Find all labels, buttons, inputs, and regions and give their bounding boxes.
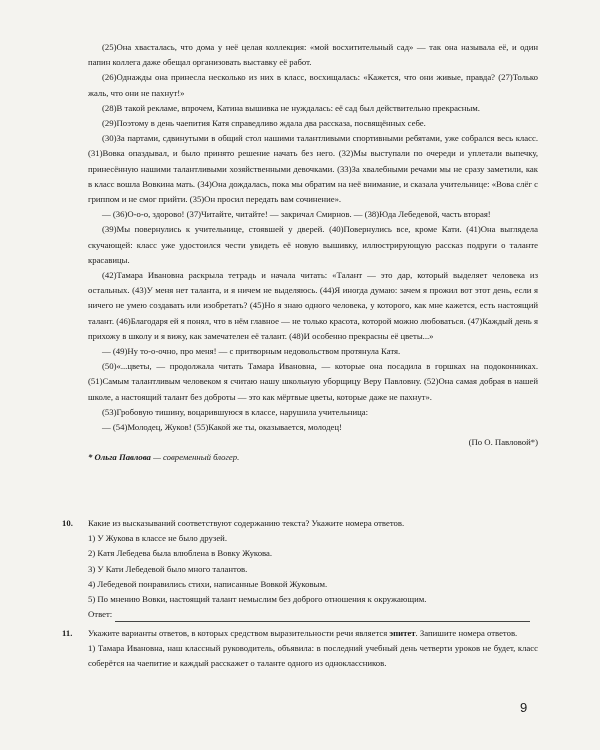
passage-paragraph: (28)В такой рекламе, впрочем, Катина вышивка не нуждалась: её сад был действительно прекрасным. bbox=[102, 102, 480, 113]
passage-paragraph: (25)Она хвасталась, что дома у неё целая коллекция: «мой восхитительный сад» — так она называла её, и один папин коллега даже обещал организовать выставку её работ. bbox=[88, 42, 538, 68]
answer-option: 4) Лебедевой понравились стихи, написанные Вовкой Жуковым. bbox=[88, 578, 328, 589]
answer-option: 1) Тамара Ивановна, наш классный руководитель, объявила: в последний учебный день четверти уроков не будет, класс соберётся на чаепитие и каждый расскажет о таланте одного из одноклассников. bbox=[88, 643, 538, 669]
author-description: — современный блогер. bbox=[150, 452, 240, 463]
answer-option: 5) По мнению Вовки, настоящий талант немыслим без доброго отношения к окружающим. bbox=[88, 594, 427, 605]
author-footnote bbox=[88, 450, 538, 465]
passage-paragraph: — (49)Ну то-о-очно, про меня! — с притворным недовольством протянула Катя. bbox=[102, 346, 401, 357]
question-keyword: эпитет bbox=[389, 628, 416, 638]
page-number: 9 bbox=[520, 700, 528, 715]
passage-paragraph: (30)За партами, сдвинутыми в общий стол нашими талантливыми спортивными ребятами, уже собрался весь класс. (31)Вовка опаздывал, и было принято решение начать без него. (32)Мы выступали по очереди и уплетали выпечку, принесённую нашими талантливыми хозяйственными девочками. (33)За хвалебными речами мы не сразу заметили, как в класс вошла Вовкина мать. (34)Она дождалась, пока мы обратим на неё внимание, и сказала учительнице: «Вова слёг с гриппом и не смог прийти. (35)Он просил передать вам сочинение». bbox=[88, 133, 538, 205]
passage-paragraph: (39)Мы повернулись к учительнице, стоявшей у дверей. (40)Повернулись все, кроме Кати. (41)Она выглядела скучающей: класс уже удостоился чести увидеть её новую вышивку, иллюстрирующую рассказ подруги о таланте красавицы. bbox=[88, 224, 538, 265]
passage-paragraph: (50)«...цветы, — продолжала читать Тамара Ивановна, — которые она посадила в горшках на подоконниках. (51)Самым талантливым человеком я считаю нашу школьную уборщицу Веру Павловну. (52)Она самая добрая в нашей школе, а настоящий талант без доброты — это как мёртвые цветы, которые даже не пахнут». bbox=[88, 361, 538, 402]
answer-option: 2) Катя Лебедева была влюблена в Вовку Жукова. bbox=[88, 548, 273, 559]
passage-paragraph: (42)Тамара Ивановна раскрыла тетрадь и начала читать: «Талант — это дар, который выделяет человека из остальных. (43)У меня нет таланта, и я ничем не выделяюсь. (44)Я иногда думаю: зачем я прожил вот этот день, если я ничего не умею создавать или изобретать? (45)Но я знаю одного человека, у которого, как мне кажется, есть настоящий талант. (46)Благодаря ей я понял, что в нём главное — не только красота, которой можно любоваться. (47)Каждый день я прихожу в школу и я вижу, как замечателен её талант. (48)И особенно прекрасны её цветы...» bbox=[88, 270, 538, 341]
question-text: Какие из высказываний соответствуют содержанию текста? Укажите номера ответов. bbox=[88, 518, 405, 528]
question-11 bbox=[62, 626, 538, 672]
question-number: 10. bbox=[62, 518, 73, 528]
passage-paragraph: — (36)О-о-о, здорово! (37)Читайте, читайте! — закричал Смирнов. — (38)Юда Лебедевой, часть вторая! bbox=[102, 209, 491, 220]
question-text-part: . Запишите номера ответов. bbox=[415, 628, 518, 638]
question-10 bbox=[62, 516, 538, 622]
question-text-part: Укажите варианты ответов, в которых средством выразительности речи является bbox=[88, 628, 390, 638]
reading-passage bbox=[88, 40, 538, 466]
author-name: * Ольга Павлова bbox=[88, 452, 151, 463]
passage-source: (По О. Павловой*) bbox=[468, 437, 538, 448]
answer-options bbox=[88, 641, 538, 671]
answer-field[interactable] bbox=[88, 607, 538, 622]
passage-paragraph: (53)Гробовую тишину, воцарившуюся в классе, нарушила учительница: bbox=[102, 406, 369, 417]
answer-blank-line[interactable] bbox=[115, 611, 530, 622]
answer-label: Ответ: bbox=[88, 609, 113, 620]
answer-options bbox=[88, 531, 538, 607]
answer-option: 1) У Жукова в классе не было друзей. bbox=[88, 533, 227, 544]
passage-paragraph: — (54)Молодец, Жуков! (55)Какой же ты, оказывается, молодец! bbox=[102, 422, 342, 433]
passage-paragraph: (26)Однажды она принесла несколько из них в класс, восхищалась: «Кажется, что они живые, правда? (27)Только жаль, что они не пахнут!» bbox=[88, 72, 538, 98]
question-text bbox=[88, 626, 538, 641]
answer-option: 3) У Кати Лебедевой было много талантов. bbox=[88, 563, 248, 574]
passage-paragraph: (29)Поэтому в день чаепития Катя справедливо ждала два рассказа, посвящённых себе. bbox=[102, 118, 426, 129]
question-number: 11. bbox=[62, 628, 73, 638]
